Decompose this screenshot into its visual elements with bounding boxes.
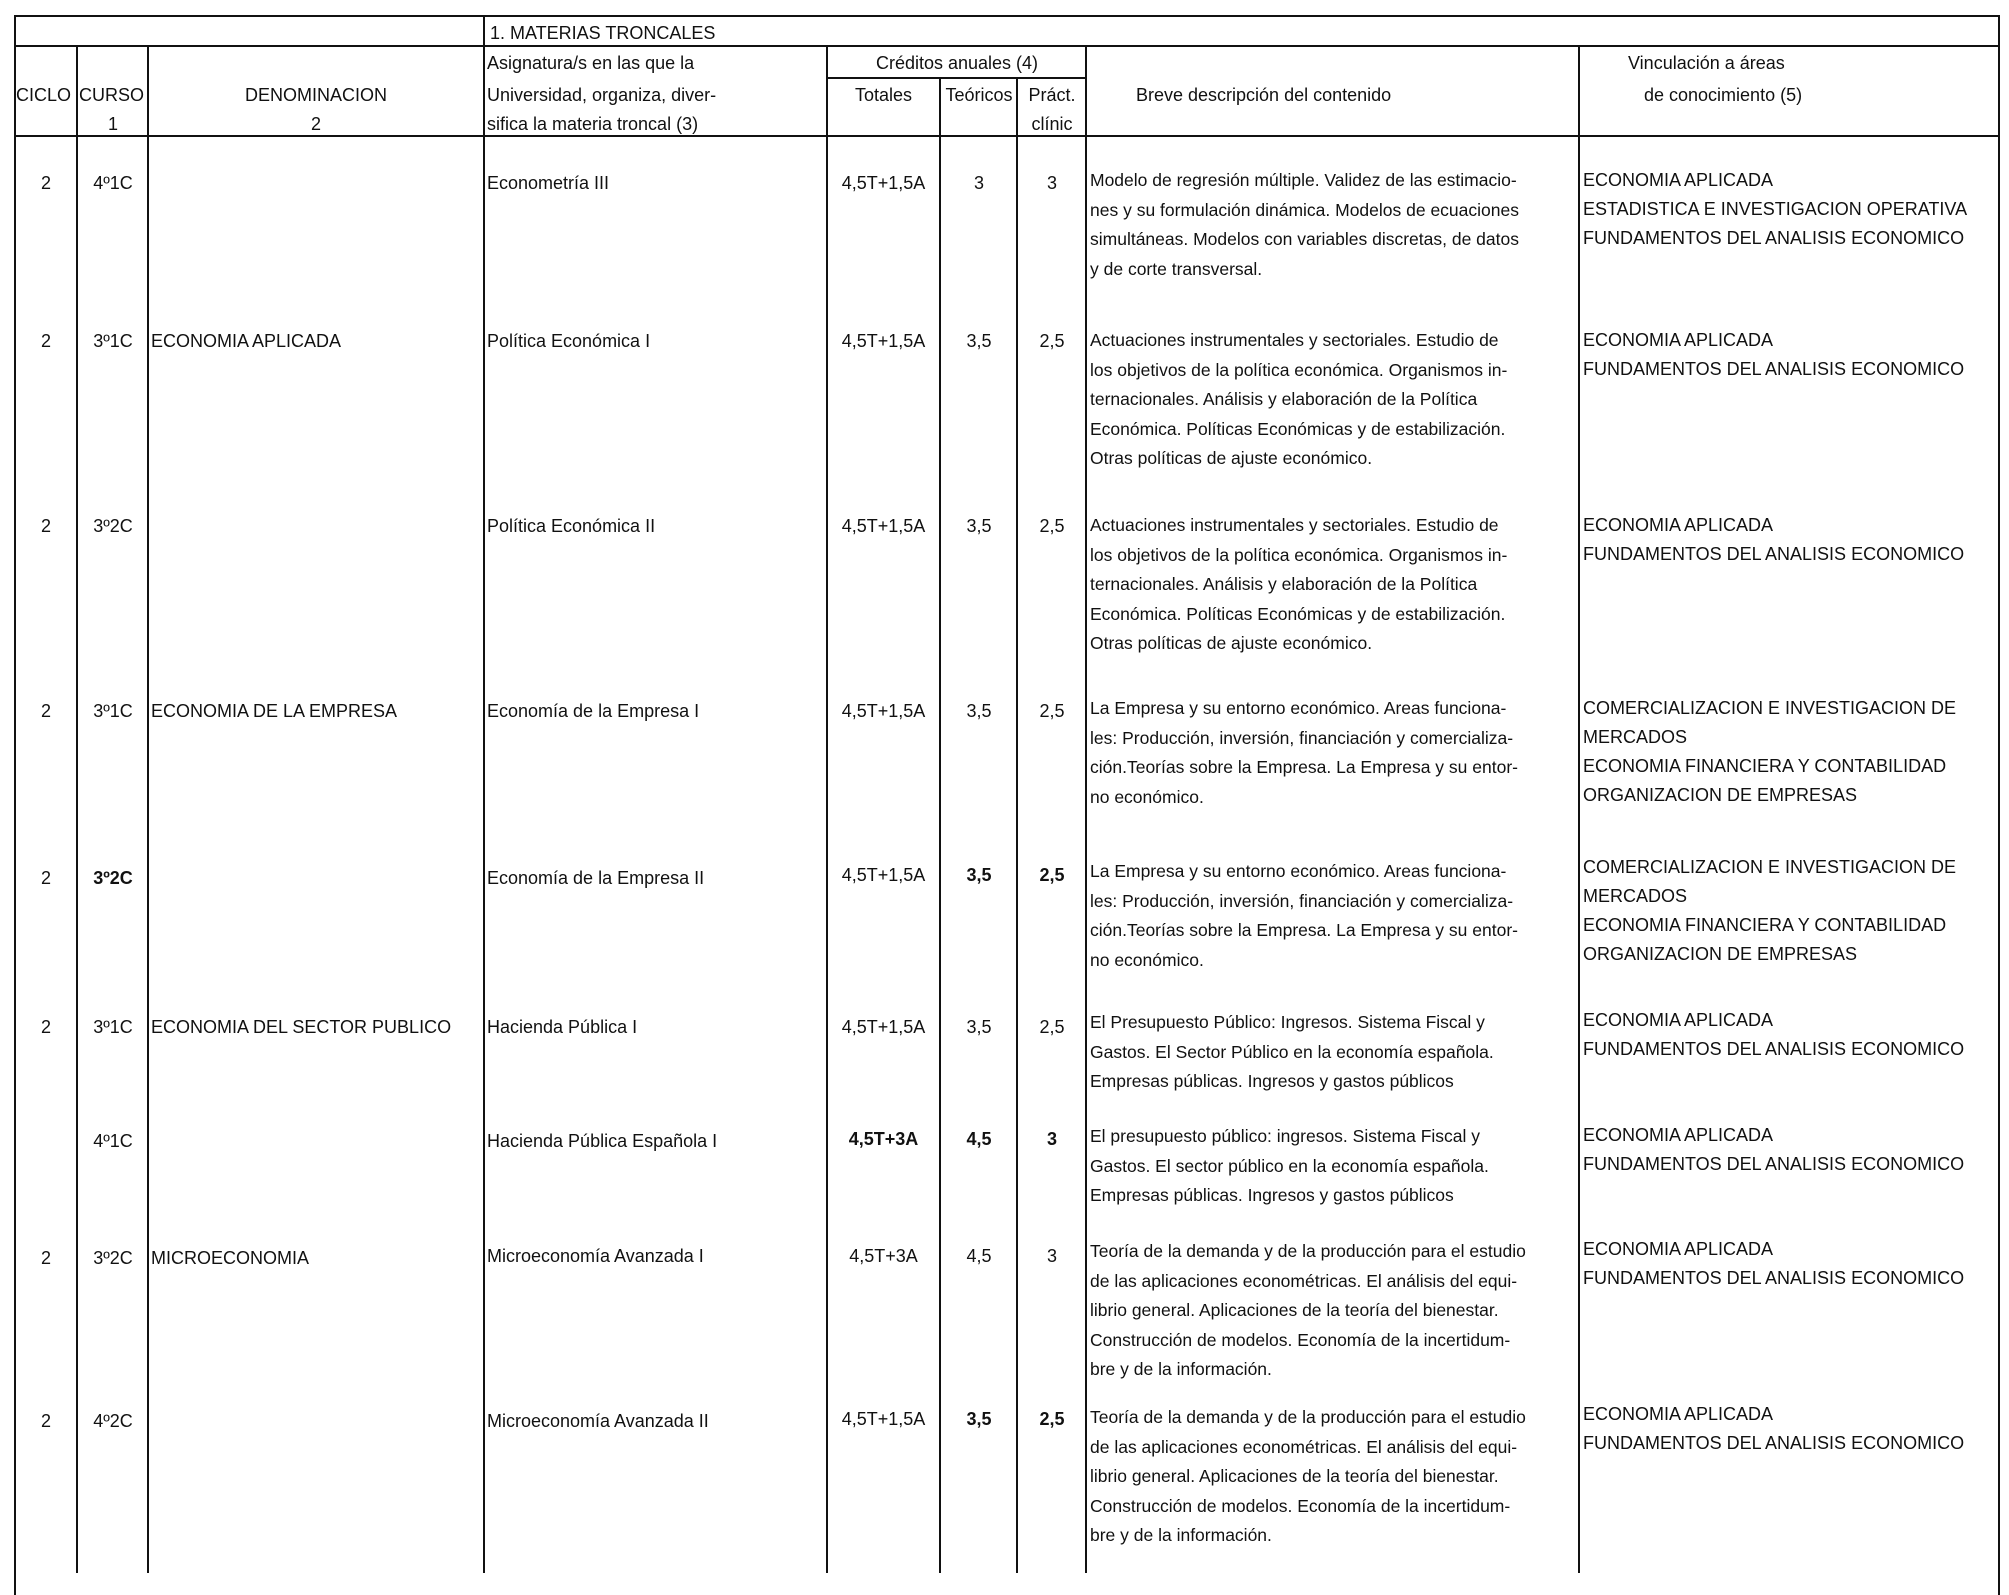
cell-teoricos: 3,5 bbox=[966, 331, 992, 351]
col-divider-asignatura bbox=[826, 47, 828, 1573]
cell-areas bbox=[1583, 1400, 1964, 1458]
descripcion-line: bre y de la información. bbox=[1090, 1359, 1272, 1379]
header-denominacion-num: 2 bbox=[310, 114, 321, 134]
descripcion-line: librio general. Aplicaciones de la teoría del bienestar. bbox=[1090, 1466, 1499, 1486]
area-line: ESTADISTICA E INVESTIGACION OPERATIVA bbox=[1583, 199, 1968, 219]
header-clinic: clínic bbox=[1031, 114, 1073, 134]
descripcion-line: no económico. bbox=[1090, 786, 1204, 807]
cell-areas bbox=[1583, 326, 1964, 384]
descripcion-line: Modelo de regresión múltiple. Validez de las estimacio- bbox=[1090, 170, 1517, 190]
cell-teoricos: 3,5 bbox=[966, 1017, 992, 1037]
descripcion-line: les: Producción, inversión, financiación y comercializa- bbox=[1090, 727, 1514, 748]
descripcion-line: les: Producción, inversión, financiación y comercializa- bbox=[1090, 890, 1514, 911]
cell-teoricos: 3,5 bbox=[966, 516, 992, 536]
descripcion-line: de las aplicaciones econométricas. El análisis del equi- bbox=[1090, 1436, 1518, 1457]
area-line: COMERCIALIZACION E INVESTIGACION DE bbox=[1583, 698, 1957, 718]
area-line: COMERCIALIZACION E INVESTIGACION DE bbox=[1583, 857, 1957, 877]
area-line: FUNDAMENTOS DEL ANALISIS ECONOMICO bbox=[1583, 1154, 1965, 1174]
col-divider-descripcion bbox=[1578, 47, 1580, 1573]
area-line: ECONOMIA APLICADA bbox=[1583, 515, 1774, 535]
cell-descripcion bbox=[1090, 694, 1518, 812]
cell-areas bbox=[1583, 1006, 1964, 1064]
area-line: ECONOMIA APLICADA bbox=[1583, 170, 1774, 190]
cell-descripcion bbox=[1090, 1237, 1526, 1385]
header-descripcion: Breve descripción del contenido bbox=[1136, 85, 1392, 105]
area-line: FUNDAMENTOS DEL ANALISIS ECONOMICO bbox=[1583, 1433, 1965, 1453]
cell-curso: 4º2C bbox=[93, 1411, 133, 1431]
cell-practicos: 2,5 bbox=[1039, 1017, 1065, 1037]
area-line: ECONOMIA APLICADA bbox=[1583, 330, 1774, 350]
cell-ciclo: 2 bbox=[40, 1411, 51, 1431]
cell-curso: 4º1C bbox=[93, 1131, 133, 1151]
descripcion-line: Construcción de modelos. Economía de la incertidum- bbox=[1090, 1495, 1511, 1516]
cell-asignatura: Política Económica I bbox=[487, 331, 651, 351]
cell-descripcion bbox=[1090, 326, 1507, 474]
cell-asignatura: Economía de la Empresa I bbox=[487, 701, 700, 721]
cell-asignatura: Economía de la Empresa II bbox=[487, 868, 705, 888]
cell-asignatura: Microeconomía Avanzada I bbox=[487, 1246, 704, 1266]
cell-teoricos: 3 bbox=[973, 173, 984, 193]
cell-asignatura: Econometría III bbox=[487, 173, 610, 193]
descripcion-line: ternacionales. Análisis y elaboración de la Política bbox=[1090, 574, 1478, 594]
header-rule-3 bbox=[14, 135, 2000, 137]
descripcion-line: El Presupuesto Público: Ingresos. Sistema Fiscal y bbox=[1090, 1012, 1485, 1032]
cell-areas bbox=[1583, 511, 1964, 569]
descripcion-line: La Empresa y su entorno económico. Areas funciona- bbox=[1090, 861, 1507, 881]
cell-teoricos: 4,5 bbox=[966, 1246, 992, 1266]
area-line: ECONOMIA APLICADA bbox=[1583, 1125, 1774, 1145]
area-line: FUNDAMENTOS DEL ANALISIS ECONOMICO bbox=[1583, 359, 1965, 379]
descripcion-line: Empresas públicas. Ingresos y gastos públicos bbox=[1090, 1071, 1454, 1091]
header-rule-1 bbox=[14, 45, 2000, 47]
col-divider-practicos bbox=[1085, 47, 1087, 1573]
cell-teoricos: 3,5 bbox=[966, 701, 992, 721]
cell-ciclo: 2 bbox=[40, 331, 51, 351]
cell-teoricos: 4,5 bbox=[966, 1129, 992, 1149]
cell-descripcion bbox=[1090, 1403, 1526, 1551]
cell-practicos: 3 bbox=[1046, 1129, 1057, 1149]
descripcion-line: no económico. bbox=[1090, 949, 1204, 970]
area-line: FUNDAMENTOS DEL ANALISIS ECONOMICO bbox=[1583, 544, 1965, 564]
area-line: ECONOMIA APLICADA bbox=[1583, 1010, 1774, 1030]
cell-practicos: 2,5 bbox=[1039, 331, 1065, 351]
area-line: ECONOMIA FINANCIERA Y CONTABILIDAD bbox=[1583, 915, 1947, 935]
header-ciclo: CICLO bbox=[16, 85, 72, 105]
cell-areas bbox=[1583, 853, 1956, 969]
cell-curso: 3º2C bbox=[93, 516, 133, 536]
col-divider-teoricos bbox=[1016, 77, 1018, 1573]
descripcion-line: El presupuesto público: ingresos. Sistema Fiscal y bbox=[1090, 1126, 1481, 1146]
cell-totales: 4,5T+1,5A bbox=[841, 331, 926, 351]
cell-totales: 4,5T+1,5A bbox=[841, 516, 926, 536]
area-line: ORGANIZACION DE EMPRESAS bbox=[1583, 944, 1858, 964]
cell-practicos: 2,5 bbox=[1039, 516, 1065, 536]
cell-descripcion bbox=[1090, 1122, 1489, 1211]
cell-curso: 3º2C bbox=[93, 868, 133, 888]
cell-totales: 4,5T+1,5A bbox=[841, 865, 926, 885]
cell-denominacion: ECONOMIA DE LA EMPRESA bbox=[151, 701, 398, 721]
header-practicos: Práct. bbox=[1028, 85, 1076, 105]
cell-teoricos: 3,5 bbox=[966, 1409, 992, 1429]
descripcion-line: los objetivos de la política económica. Organismos in- bbox=[1090, 359, 1508, 380]
header-curso-num: 1 bbox=[107, 114, 118, 134]
cell-curso: 3º1C bbox=[93, 331, 133, 351]
descripcion-line: Empresas públicas. Ingresos y gastos públicos bbox=[1090, 1185, 1454, 1205]
descripcion-line: nes y su formulación dinámica. Modelos de ecuaciones bbox=[1090, 199, 1519, 220]
descripcion-line: Construcción de modelos. Economía de la incertidum- bbox=[1090, 1329, 1511, 1350]
cell-ciclo: 2 bbox=[40, 516, 51, 536]
descripcion-line: Actuaciones instrumentales y sectoriales. Estudio de bbox=[1090, 330, 1499, 350]
cell-asignatura: Microeconomía Avanzada II bbox=[487, 1411, 709, 1431]
area-line: MERCADOS bbox=[1583, 886, 1688, 906]
cell-ciclo: 2 bbox=[40, 173, 51, 193]
descripcion-line: Gastos. El sector público en la economía española. bbox=[1090, 1155, 1489, 1176]
cell-totales: 4,5T+1,5A bbox=[841, 173, 926, 193]
cell-areas bbox=[1583, 166, 1967, 253]
descripcion-line: los objetivos de la política económica. Organismos in- bbox=[1090, 544, 1508, 565]
descripcion-line: Económica. Políticas Económicas y de estabilización. bbox=[1090, 603, 1506, 624]
area-line: MERCADOS bbox=[1583, 727, 1688, 747]
descripcion-line: simultáneas. Modelos con variables discretas, de datos bbox=[1090, 229, 1519, 249]
col-divider-ciclo bbox=[76, 47, 78, 1573]
descripcion-line: La Empresa y su entorno económico. Areas funciona- bbox=[1090, 698, 1507, 718]
header-creditos: Créditos anuales (4) bbox=[875, 53, 1039, 73]
cell-totales: 4,5T+3A bbox=[848, 1129, 919, 1149]
cell-asignatura: Política Económica II bbox=[487, 516, 656, 536]
header-curso: CURSO bbox=[79, 85, 145, 105]
cell-descripcion bbox=[1090, 1008, 1494, 1097]
header-asignatura-line-3: sifica la materia troncal (3) bbox=[487, 114, 699, 134]
descripcion-line: Económica. Políticas Económicas y de estabilización. bbox=[1090, 418, 1506, 439]
cell-asignatura: Hacienda Pública Española I bbox=[487, 1131, 718, 1151]
cell-curso: 3º1C bbox=[93, 701, 133, 721]
area-line: ECONOMIA FINANCIERA Y CONTABILIDAD bbox=[1583, 756, 1947, 776]
cell-ciclo: 2 bbox=[40, 1248, 51, 1268]
cell-totales: 4,5T+1,5A bbox=[841, 701, 926, 721]
descripcion-line: ternacionales. Análisis y elaboración de la Política bbox=[1090, 389, 1478, 409]
cell-practicos: 3 bbox=[1046, 1246, 1057, 1266]
cell-curso: 3º2C bbox=[93, 1248, 133, 1268]
cell-totales: 4,5T+1,5A bbox=[841, 1017, 926, 1037]
descripcion-line: y de corte transversal. bbox=[1090, 258, 1263, 279]
cell-descripcion bbox=[1090, 857, 1518, 975]
cell-practicos: 2,5 bbox=[1039, 865, 1065, 885]
descripcion-line: Otras políticas de ajuste económico. bbox=[1090, 633, 1373, 653]
cell-totales: 4,5T+1,5A bbox=[841, 1409, 926, 1429]
cell-descripcion bbox=[1090, 166, 1519, 284]
descripcion-line: Teoría de la demanda y de la producción para el estudio bbox=[1090, 1241, 1526, 1261]
descripcion-line: Actuaciones instrumentales y sectoriales. Estudio de bbox=[1090, 515, 1499, 535]
descripcion-line: ción.Teorías sobre la Empresa. La Empresa y su entor- bbox=[1090, 920, 1518, 940]
cell-denominacion: MICROECONOMIA bbox=[151, 1248, 310, 1268]
header-denominacion: DENOMINACION bbox=[244, 85, 387, 105]
col-divider-denominacion bbox=[483, 15, 485, 1573]
header-totales: Totales bbox=[854, 85, 913, 105]
descripcion-line: Teoría de la demanda y de la producción para el estudio bbox=[1090, 1407, 1526, 1427]
header-vinculacion-1: Vinculación a áreas bbox=[1628, 53, 1785, 73]
descripcion-line: librio general. Aplicaciones de la teoría del bienestar. bbox=[1090, 1300, 1499, 1320]
descripcion-line: de las aplicaciones econométricas. El análisis del equi- bbox=[1090, 1270, 1518, 1291]
cell-curso: 3º1C bbox=[93, 1017, 133, 1037]
cell-totales: 4,5T+3A bbox=[849, 1246, 918, 1266]
cell-descripcion bbox=[1090, 511, 1507, 659]
cell-ciclo: 2 bbox=[40, 1017, 51, 1037]
col-divider-curso bbox=[147, 47, 149, 1573]
area-line: ECONOMIA APLICADA bbox=[1583, 1239, 1774, 1259]
area-line: ECONOMIA APLICADA bbox=[1583, 1404, 1774, 1424]
descripcion-line: Gastos. El Sector Público en la economía española. bbox=[1090, 1041, 1494, 1062]
cell-denominacion: ECONOMIA APLICADA bbox=[151, 331, 342, 351]
header-rule-2 bbox=[828, 77, 1086, 79]
header-teoricos: Teóricos bbox=[945, 85, 1013, 105]
cell-practicos: 2,5 bbox=[1039, 1409, 1065, 1429]
col-divider-totales bbox=[939, 77, 941, 1573]
descripcion-line: Otras políticas de ajuste económico. bbox=[1090, 448, 1373, 468]
area-line: FUNDAMENTOS DEL ANALISIS ECONOMICO bbox=[1583, 1039, 1965, 1059]
cell-areas bbox=[1583, 1235, 1964, 1293]
descripcion-line: ción.Teorías sobre la Empresa. La Empresa y su entor- bbox=[1090, 757, 1518, 777]
area-line: FUNDAMENTOS DEL ANALISIS ECONOMICO bbox=[1583, 1268, 1965, 1288]
cell-areas bbox=[1583, 694, 1956, 810]
cell-practicos: 3 bbox=[1046, 173, 1057, 193]
header-vinculacion-2: de conocimiento (5) bbox=[1644, 85, 1803, 105]
cell-curso: 4º1C bbox=[93, 173, 133, 193]
cell-ciclo: 2 bbox=[40, 701, 51, 721]
cell-areas bbox=[1583, 1121, 1964, 1179]
cell-practicos: 2,5 bbox=[1039, 701, 1065, 721]
cell-denominacion: ECONOMIA DEL SECTOR PUBLICO bbox=[151, 1017, 452, 1037]
cell-asignatura: Hacienda Pública I bbox=[487, 1017, 638, 1037]
section-title: 1. MATERIAS TRONCALES bbox=[490, 23, 716, 43]
area-line: ORGANIZACION DE EMPRESAS bbox=[1583, 785, 1858, 805]
cell-ciclo: 2 bbox=[40, 868, 51, 888]
cell-teoricos: 3,5 bbox=[966, 865, 992, 885]
descripcion-line: bre y de la información. bbox=[1090, 1525, 1272, 1545]
area-line: FUNDAMENTOS DEL ANALISIS ECONOMICO bbox=[1583, 228, 1965, 248]
header-asignatura-line-2: Universidad, organiza, diver- bbox=[487, 85, 717, 105]
header-asignatura-line-1: Asignatura/s en las que la bbox=[487, 53, 695, 73]
